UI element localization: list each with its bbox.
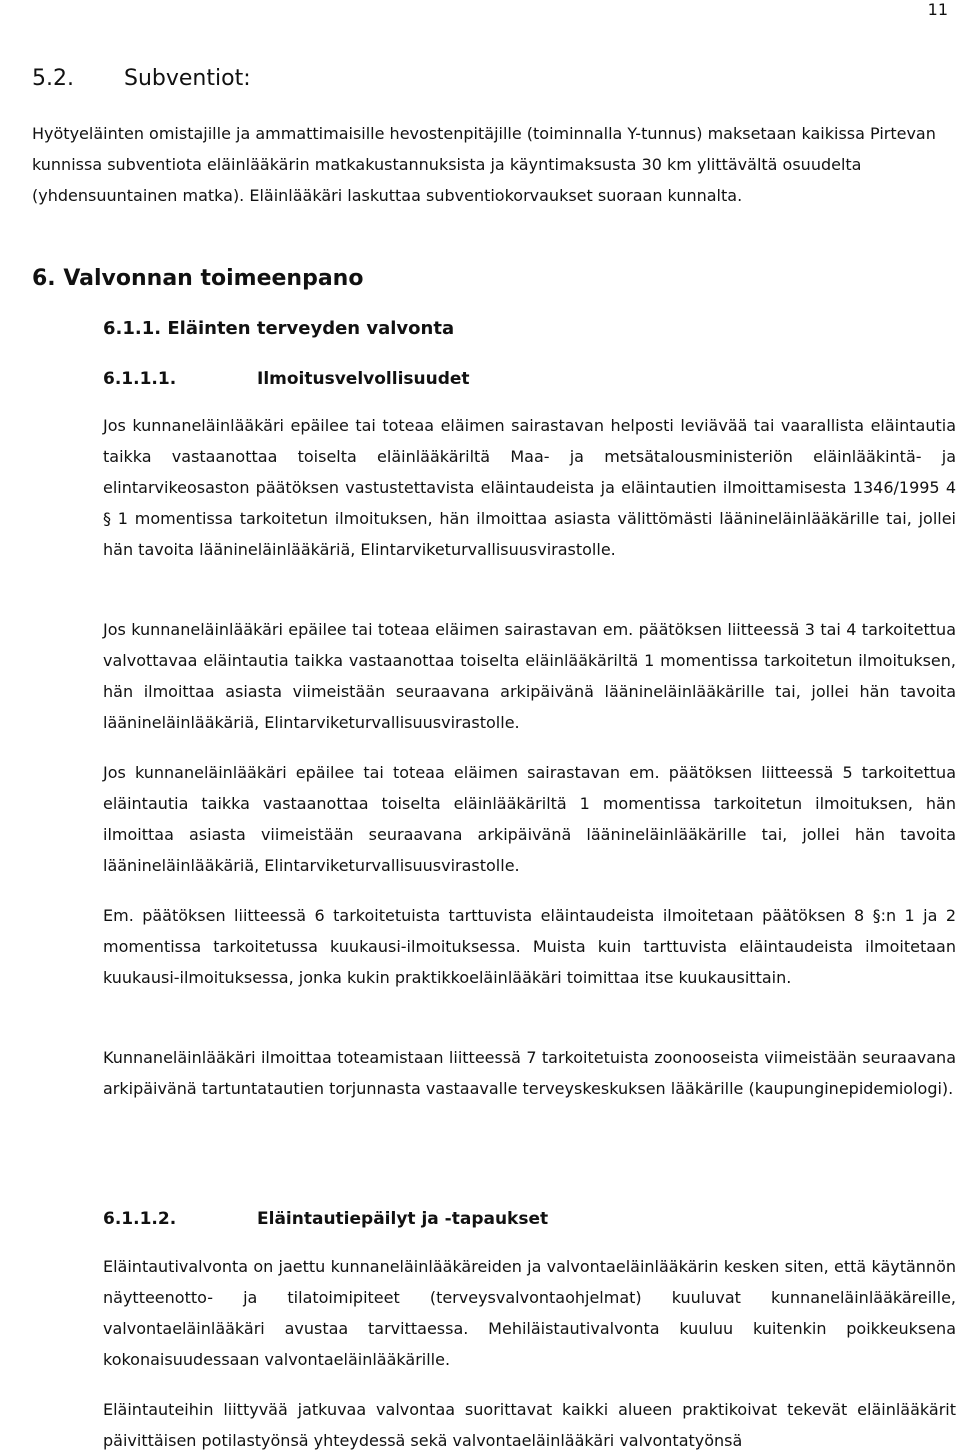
section-heading-subventiot [32,66,251,91]
paragraph: Jos kunnaneläinlääkäri epäilee tai toteaa eläimen sairastavan helposti leviävää tai vaarallista eläintautia taikka vastaanottaa toiselta eläinlääkäriltä Maa- ja metsätalousministeriön eläinlääkintä- ja elintarvikeosaston päätöksen vastustettavista eläintaudeista ja eläintautien ilmoittamisesta 1346/1995 4 § 1 momentissa tarkoitetun ilmoituksen, hän ilmoittaa asiasta välittömästi lääninеläinlääkärille tai, jollei hän tavoita lääninеläinlääkäriä, Elintarviketurvallisuusvirastolle. [103,416,956,559]
paragraph: Eläintautivalvonta on jaettu kunnaneläinlääkäreiden ja valvontaeläinlääkärin kesken siten, että käytännön näytteenotto- ja tilatoimipiteet (terveysvalvontaohjelmat) kuuluvat kunnaneläinlääkäreille, valvontaeläinlääkäri avustaa tarvittaessa. Mehiläistautivalvonta kuuluu kuitenkin poikkeuksena kokonaisuudessaan valvontaeläinlääkärille. [103,1257,956,1369]
subsection-number: 6.1.1.1. [103,369,177,389]
paragraph: Em. päätöksen liitteessä 6 tarkoitetuista tarttuvista eläintaudeista ilmoitetaan päätöksen 8 §:n 1 ja 2 momentissa tarkoitetussa kuukausi-ilmoituksessa. Muista kuin tarttuvista eläintaudeista ilmoitetaan kuukausi-ilmoituksessa, jonka kukin praktikkoeläinlääkäri toimittaa itse kuukausittain. [103,906,956,987]
page-number: 11 [927,0,948,19]
subsection-heading-ilmoitusvelvollisuudet [103,369,470,389]
subsection-number: 6.1.1.2. [103,1209,177,1229]
paragraph: Jos kunnaneläinlääkäri epäilee tai toteaa eläimen sairastavan em. päätöksen liitteessä 3 tai 4 tarkoitettua valvottavaa eläintautia taikka vastaanottaa toiselta eläinlääkäriltä 1 momentissa tarkoitetun ilmoituksen, hän ilmoittaa asiasta viimeistään seuraavana arkipäivänä lääninеläinlääkärille tai, jollei hän tavoita lääninеläinlääkäriä, Elintarviketurvallisuusvirastolle. [103,620,956,732]
subsection-title: Ilmoitusvelvollisuudet [257,369,470,389]
paragraph: Jos kunnaneläinlääkäri epäilee tai toteaa eläimen sairastavan em. päätöksen liitteessä 5 tarkoitettua eläintautia taikka vastaanottaa toiselta eläinlääkäriltä 1 momentissa tarkoitetun ilmoituksen, hän ilmoittaa asiasta viimeistään seuraavana arkipäivänä lääninеläinlääkärille tai, jollei hän tavoita lääninеläinlääkäriä, Elintarviketurvallisuusvirastolle. [103,763,956,875]
subsection-title: Eläintautiepäilyt ja -tapaukset [257,1209,549,1229]
section-title: Subventiot: [124,66,251,91]
subsection-heading-elaintautiepailyt [103,1209,548,1229]
section-number: 5.2. [32,66,74,91]
paragraph: Kunnaneläinlääkäri ilmoittaa toteamistaan liitteessä 7 tarkoitetuista zoonooseista viimeistään seuraavana arkipäivänä tartuntatautien torjunnasta vastaavalle terveyskeskuksen lääkärille (kaupunginepidemiologi). [103,1048,956,1098]
paragraph: Eläintauteihin liittyvää jatkuvaa valvontaa suorittavat kaikki alueen praktikoivat tekevät eläinlääkärit päivittäisen potilastyönsä yhteydessä sekä valvontaeläinlääkäri valvontatyönsä [103,1400,956,1450]
section-heading-valvonnan-toimeenpano: 6. Valvonnan toimeenpano [32,266,364,291]
subsection-heading-elainten-terveyden-valvonta: 6.1.1. Eläinten terveyden valvonta [103,318,455,339]
subventiot-paragraph: Hyötyeläinten omistajille ja ammattimaisille hevostenpitäjille (toiminnalla Y-tunnus) maksetaan kaikissa Pirtevan kunnissa subventiota eläinlääkärin matkakustannuksista ja käyntimaksusta 30 km ylittävältä osuudelta (yhdensuuntainen matka). Eläinlääkäri laskuttaa subventiokorvaukset suoraan kunnalta. [32,124,936,205]
